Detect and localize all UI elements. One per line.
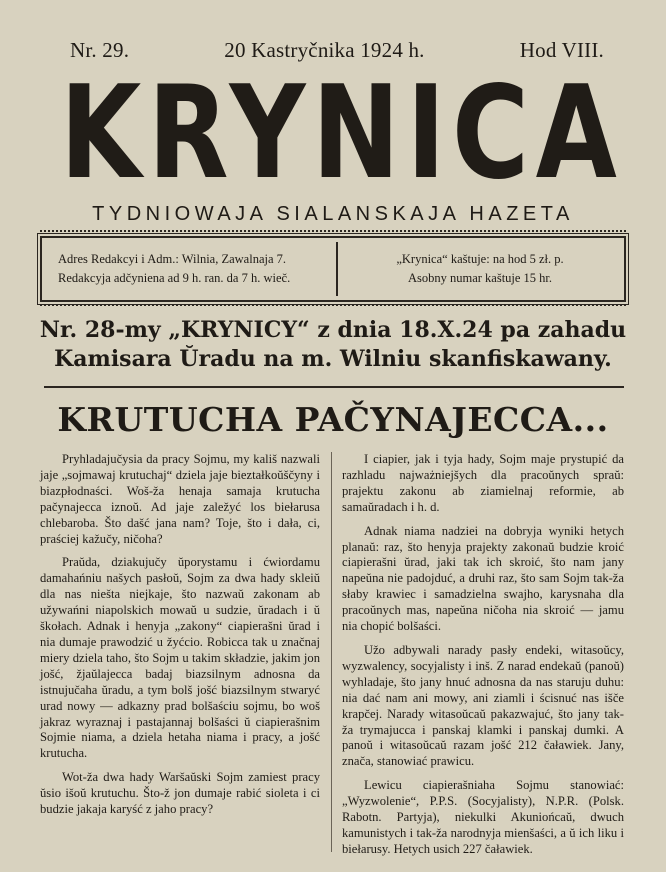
info-box [40,236,626,302]
masthead-subtitle: TYDNIOWAJA SIALANSKAJA HAZETA [92,203,574,225]
dotted-divider [40,304,626,306]
subscription-price: „Krynica“ kaštuje: na hod 5 zł. p. [396,252,564,266]
paragraph: Užo adbywali narady pasły endeki, witasoŭcy, wyzwalency, socyjalisty i inš. Z narad endekaŭ (panoŭ) wyhladaje, što jany hnuć adnosna da nas staruju duhu: nia dać nam ani mowy, ani ziamli i ścisnuć nas išče krapčej. Narady witasoŭcaŭ pakazwajuć, što jany tak-ža trymajucca i panskaj klamki i panskaj dumki. A panoŭ i witasoŭcaŭ razam jošć 212 čaławiek. Jany, znača, stanowiać prawicu. [342,642,624,769]
article-column-left [40,452,320,826]
paragraph: Lewicu ciapierašniaha Sojmu stanowiać: „Wyzwolenie“, P.P.S. (Socyjalisty), N.P.R. (Polsk. Rabotn. Partyja), niekulki Akuniońcaŭ, dwuch kamunistych i tak-ža narodnyja mienšaści, a ŭ ich liku i biełarusy. Hetych usich 227 čaławiek. [342,778,624,856]
address-line: Adres Redakcyi i Adm.: Wilnia, Zawalnaja 7. [58,252,287,266]
article-headline: KRUTUCHA PAČYNAJECCA... [57,400,609,439]
masthead-title: KRYNICA [59,59,624,208]
notice-line-1: Nr. 28-my „KRYNICY“ z dnia 18.X.24 pa zahadu [39,317,627,343]
paragraph: Pryhladajučysia da pracy Sojmu, my kališ nazwali jaje „sojmawaj krutuchaj“ dziela jaje bieztałkoŭščyny i biazpłodnaści. Woš-ža henaja samaja krutucha pačynajecca iznoŭ. Ad jaje zaležyć los biełarusa chlebaroba. Što dašć jana nam? Toje, što i dała, ci, praściej kažučy, ničoha? [40,452,320,546]
notice-line-2: Kamisara Ŭradu na m. Wilniu skanfiskawany. [54,346,612,372]
article-column-right [342,452,624,866]
confiscation-notice [0,316,666,374]
issue-number: Nr. 29. [70,38,130,62]
dotted-divider [40,230,626,232]
paragraph: Wot-ža dwa hady Waršaŭski Sojm zamiest pracy ŭsio išoŭ krutuchu. Što-ž jon dumaje rabić sioleta i ci budzie jakaja karyść z jaho pracy? [40,770,320,817]
paragraph: Adnak niama nadziei na dobryja wyniki hetych planaŭ: raz, što henyja prajekty zakonaŭ budzie kroić ciapierašni ŭrad, jaki tak ich skroić, što nam jany napeŭna nie padojduć, a druhi raz, što sam Sojm tak-ža słaby krawiec i samadzielna swajho, karysnaha dla pracoŭnych mas, napeŭna ničoha nia skroić — jamu nia chopić bolšaści. [342,523,624,634]
paragraph: Praŭda, dziakujučy ŭporystamu i ćwiordamu damahańniu našych pasłoŭ, Sojm za dwa hady skleiŭ dla nas niešta niejkaje, što nazwaŭ zakonam ab užywańni niapolskich mowaŭ u sudzie, ŭradach i ŭ škołach. Adnak i henyja „zakony“ ciapierašni ŭrad i nia dumaje prawodzić u žyćcio. Robicca tak u značnaj miery dziela taho, što Sojm u takim składzie, jakim jon jošć, žjaŭlajecca badaj biazsilnym adnosna da istnujučaha ŭradu, a tym bolš jošć biazsilnym stwaryć urad nowy — adkazny prad bolšaściu sojmu, bo woš jakraz wyraznaj i pastajannaj bolšaści ŭ ciapierašnim Sojmie niama, a dziela hetaha niama i pracy, a jošć krutucha. [40,555,320,761]
paragraph: I ciapier, jak i tyja hady, Sojm maje prystupić da razhladu najważniejšych dla pracoŭnych spraŭ: prajektu zakonu ab ziamielnaj reformie, ab samaŭradach i h. d. [342,452,624,514]
address-block [42,238,336,300]
section-rule [44,386,624,388]
column-divider [331,452,332,852]
single-issue-price: Asobny numar kaštuje 15 hr. [407,271,553,285]
issue-date: 20 Kastryčnika 1924 h. [224,38,425,62]
price-block [338,238,624,300]
office-hours-line: Redakcyja adčyniena ad 9 h. ran. da 7 h. wieč. [58,271,291,285]
volume-year: Hod VIII. [519,38,604,62]
